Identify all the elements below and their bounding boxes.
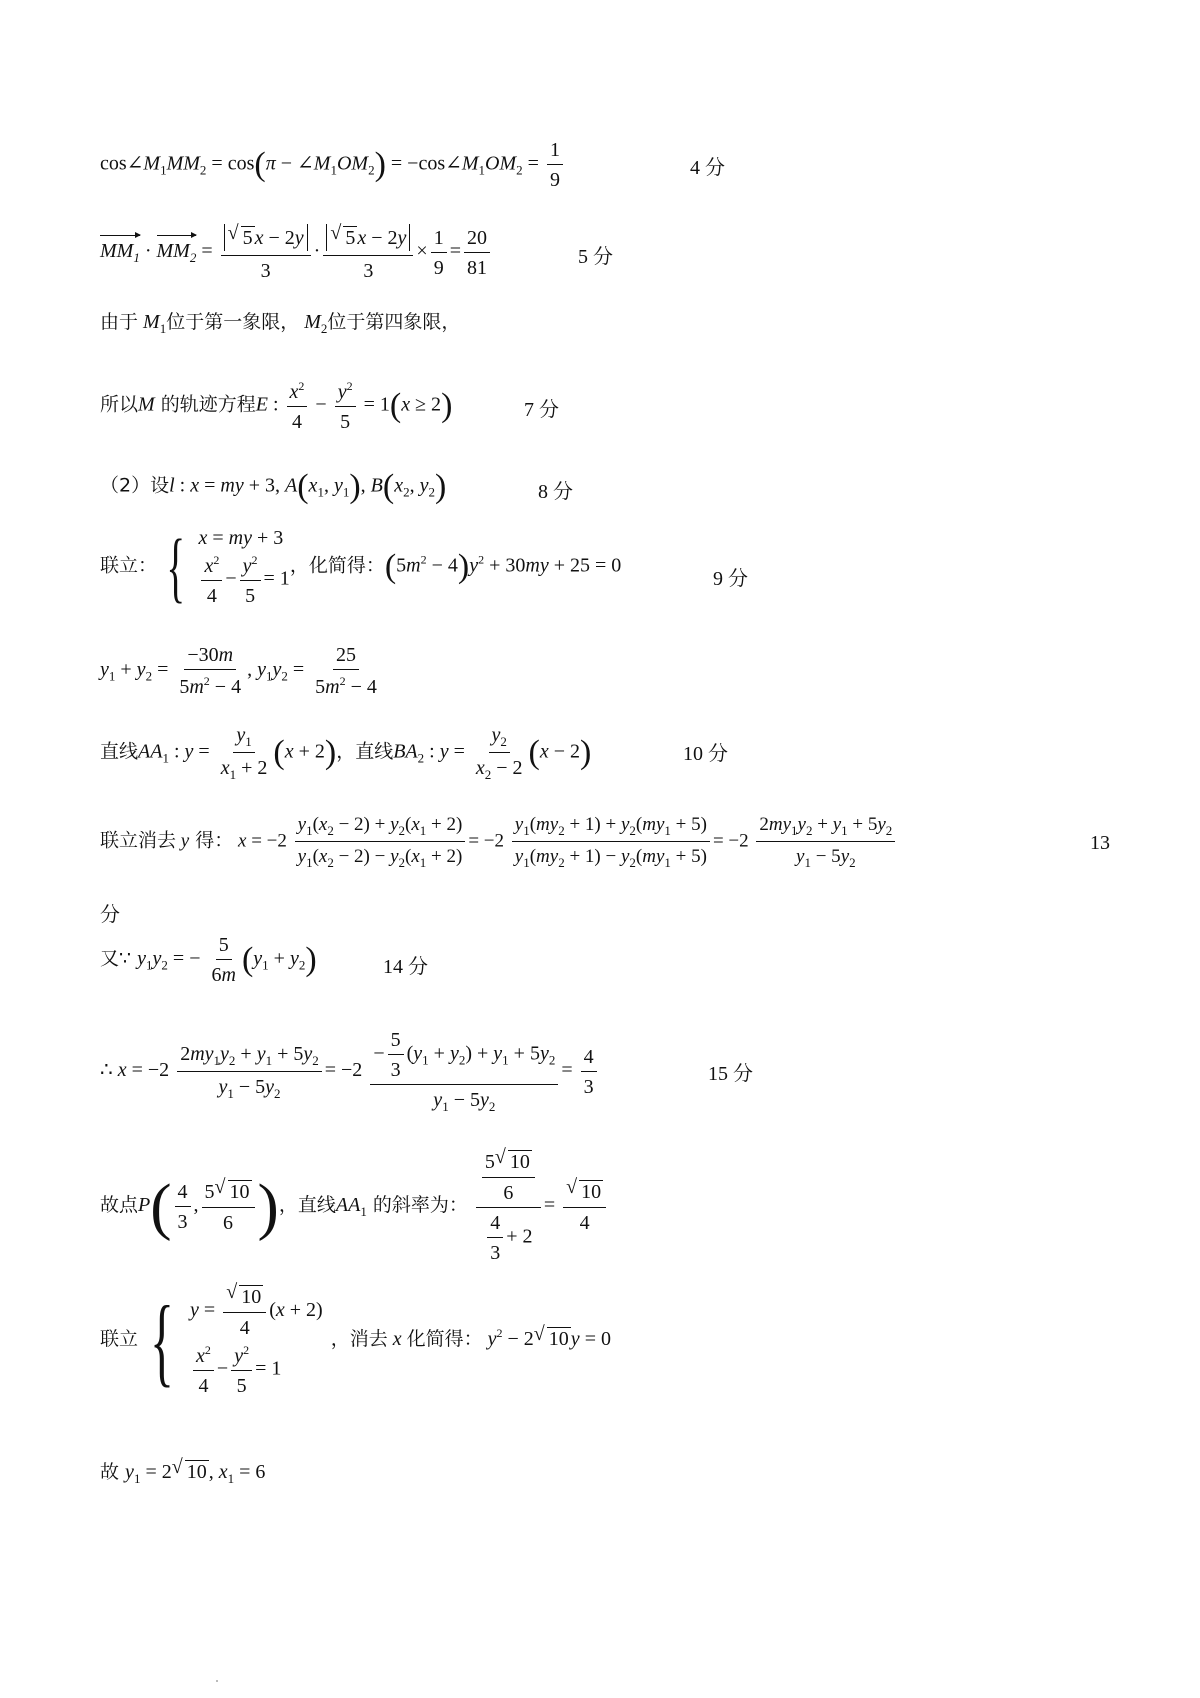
text: 位于第一象限，	[166, 311, 300, 333]
fraction: $\frac{4}{3}$	[175, 1182, 191, 1232]
vector-mm2: $MM_2$	[156, 240, 197, 266]
fraction: 5 √ 10 6	[202, 1180, 255, 1233]
text: 联立：	[100, 554, 158, 577]
score-label: 7 分	[524, 399, 559, 421]
text: 位于第四象限，	[327, 311, 461, 333]
fraction: 5 √ 10 6	[482, 1150, 535, 1203]
fraction: √ 5 x − 2y 3	[323, 224, 413, 281]
line-cos-angle: $\cos\angle M_1MM_2 = \cos(\pi$ − $\angle M_1OM_2$) = $-\cos\angle M_1OM_2$ = $\frac{1}{9}$	[100, 140, 566, 190]
fraction: $\frac{y_1(x_2 - 2) + y_2(x_1 + 2)}{y_1(x_2 - 2) - y_2(x_1 + 2)}$	[295, 815, 466, 869]
fraction: $\frac{x^2}{4}$	[201, 554, 222, 606]
line-quadrants: 由于 $M_1$位于第一象限， $M_2$位于第四象限，	[100, 311, 461, 336]
fraction: $\frac{1}{9}$	[547, 140, 563, 190]
fraction: $\frac{y_1}{x_1 + 2}$	[220, 724, 268, 782]
fraction: $\frac{y_2}{x_2 - 2}$	[475, 724, 523, 782]
fraction: √ 5 x − 2y 3	[221, 224, 311, 281]
line-set-l: （2）设l : x = my + 3, $A(x_1$, $y_1$), $B(x_2$, $y_2$)	[100, 468, 447, 505]
fraction: − $\frac{5}{3}$ $(y_1 + y_2) + y_1 + 5y_2$ $y_1 - 5y_2$	[370, 1030, 558, 1113]
text: 所以	[100, 393, 139, 416]
score-label: 15 分	[708, 1063, 753, 1085]
fraction: $\frac{x^2}{4}$	[193, 1344, 214, 1396]
text: ，直线	[278, 1194, 336, 1217]
line-system-1: 联立： { x = my + 3 $\frac{x^2}{4}$ − $\frac{y^2}{5}$ = 1 ，化简得：$(5m^2 - 4)y^2 + 30my + 25 = 0$	[100, 523, 622, 610]
fraction: $\frac{2my_1y_2 + y_1 + 5y_2}{y_1 - 5y_2}$	[177, 1044, 322, 1100]
text: 故	[100, 1461, 126, 1483]
line-product-relation: 又∵ $y_1y_2$ = − $\frac{5}{6m}$ $(y_1 + y_2)$	[100, 934, 317, 986]
score-label: 10 分	[683, 743, 728, 765]
fraction: $\frac{y_1(my_2 + 1) + y_2(my_1 + 5)}{y_1(my_2 + 1) - y_2(my_1 + 5)}$	[512, 815, 710, 869]
score-label: 5 分	[578, 246, 613, 268]
fraction: $\frac{5}{6m}$	[211, 934, 236, 986]
score-label: 14 分	[383, 956, 428, 978]
text: （2）设	[100, 474, 170, 497]
text: 联立	[100, 1328, 139, 1351]
text: 化简得：	[406, 1328, 483, 1351]
fraction: $\frac{1}{9}$	[431, 228, 447, 278]
line-point-p: 故点P( $\frac{4}{3}$ , 5 √ 10 6 )，直线$AA_1$ 的斜率为： 5 √ 10 6 $\frac{4}{3}$ + 2 = √ 10 4	[100, 1150, 609, 1263]
score-label: 分	[100, 902, 120, 926]
text: 由于	[100, 311, 139, 333]
equation-system: { x = my + 3 $\frac{x^2}{4}$ − $\frac{y^2}{5}$ = 1	[166, 523, 290, 610]
fraction: $\frac{x^2}{4}$	[287, 380, 308, 432]
text: 直线	[100, 740, 139, 763]
text: 联立消去	[100, 829, 177, 852]
line-aa1-ba2: 直线$AA_1$ : y = $\frac{y_1}{x_1 + 2}$ (x + 2)，直线$BA_2$ : y = $\frac{y_2}{x_2 - 2}$ (x − 2)	[100, 724, 592, 782]
score-label: 9 分	[713, 568, 748, 590]
vector-mm1: $MM_1$	[100, 240, 140, 266]
fraction: $\frac{25}{5m^2 - 4}$	[315, 644, 377, 698]
fraction: √ 10 4	[563, 1180, 606, 1233]
text: ，化简得：	[289, 554, 385, 577]
line-trajectory-equation: 所以M 的轨迹方程E : $\frac{x^2}{4}$ − $\frac{y^2}{5}$ = 1(x ≥ 2)	[100, 379, 453, 433]
text: 得：	[189, 829, 234, 852]
fraction: $\frac{y^2}{5}$	[240, 554, 261, 606]
score-label: 8 分	[538, 481, 573, 503]
line-system-2: 联立 { y = √ 10 4 (x + 2) $\frac{x^2}{4}$ − $\frac{y^2}{5}$ = 1 ，消去 x 化简得： $y^2 - 2$ √ 10 y = 0	[100, 1281, 611, 1397]
page-mark	[216, 1680, 218, 1682]
equation-system: { y = √ 10 4 (x + 2) $\frac{x^2}{4}$ − $\frac{y^2}{5}$ = 1	[150, 1281, 323, 1397]
fraction: $\frac{4}{3}$	[581, 1047, 597, 1097]
text: 的斜率为：	[366, 1194, 468, 1217]
text: 又∵	[100, 947, 138, 970]
score-label: 4 分	[690, 157, 725, 179]
text: ，消去	[330, 1328, 388, 1351]
fraction: $\frac{y^2}{5}$	[231, 1344, 252, 1396]
line-dot-product: $MM_1 \cdot MM_2$ = √ 5 x − 2y 3 · √ 5 x − 2y 3 × $\frac{1}{9}$ = $\frac{20}{81}$	[100, 224, 493, 281]
text: ，直线	[336, 740, 394, 763]
fraction: $\frac{5}{3}$	[388, 1030, 404, 1080]
line-x-value: ∴ x = −2 $\frac{2my_1y_2 + y_1 + 5y_2}{y_1 - 5y_2}$ = −2 − $\frac{5}{3}$ $(y_1 + y_2) + y_1 + 5y_2$ $y_1 - 5y_2$ = $\frac{4}{3}$	[100, 1030, 600, 1113]
fraction: $\frac{2my_1y_2 + y_1 + 5y_2}{y_1 - 5y_2}$	[756, 815, 895, 869]
fraction: $\frac{-30m}{5m^2 - 4}$	[179, 644, 242, 698]
line-vieta: $y_1 + y_2$ = $\frac{-30m}{5m^2 - 4}$ , $y_1y_2$ = $\frac{25}{5m^2 - 4}$	[100, 645, 383, 697]
fraction: $\frac{20}{81}$	[464, 228, 490, 278]
line-eliminate-y: 联立消去 y 得： x = −2 $\frac{y_1(x_2 - 2) + y_2(x_1 + 2)}{y_1(x_2 - 2) - y_2(x_1 + 2)}$ = −2 $\frac{y_1(my_2 + 1) + y_2(my_1 + 5)}{y_1(my_2 + 1) - y_2(my_1 + 5)}$ = −2 $\frac{2my_1y_2 + y_1 + 5y_2}{y_1 - 5y_2}$	[100, 815, 898, 869]
text: 的轨迹方程	[154, 393, 256, 416]
line-result: 故 $y_1 = 2$ √ 10 , $x_1 = 6$	[100, 1456, 266, 1486]
fraction: $\frac{y^2}{5}$	[335, 380, 356, 432]
score-label: 13	[1090, 832, 1110, 854]
text: 故点	[100, 1194, 139, 1217]
fraction: √ 10 4	[223, 1285, 266, 1338]
fraction: $\frac{4}{3}$	[487, 1213, 503, 1263]
fraction: 5 √ 10 6 $\frac{4}{3}$ + 2	[476, 1150, 541, 1263]
